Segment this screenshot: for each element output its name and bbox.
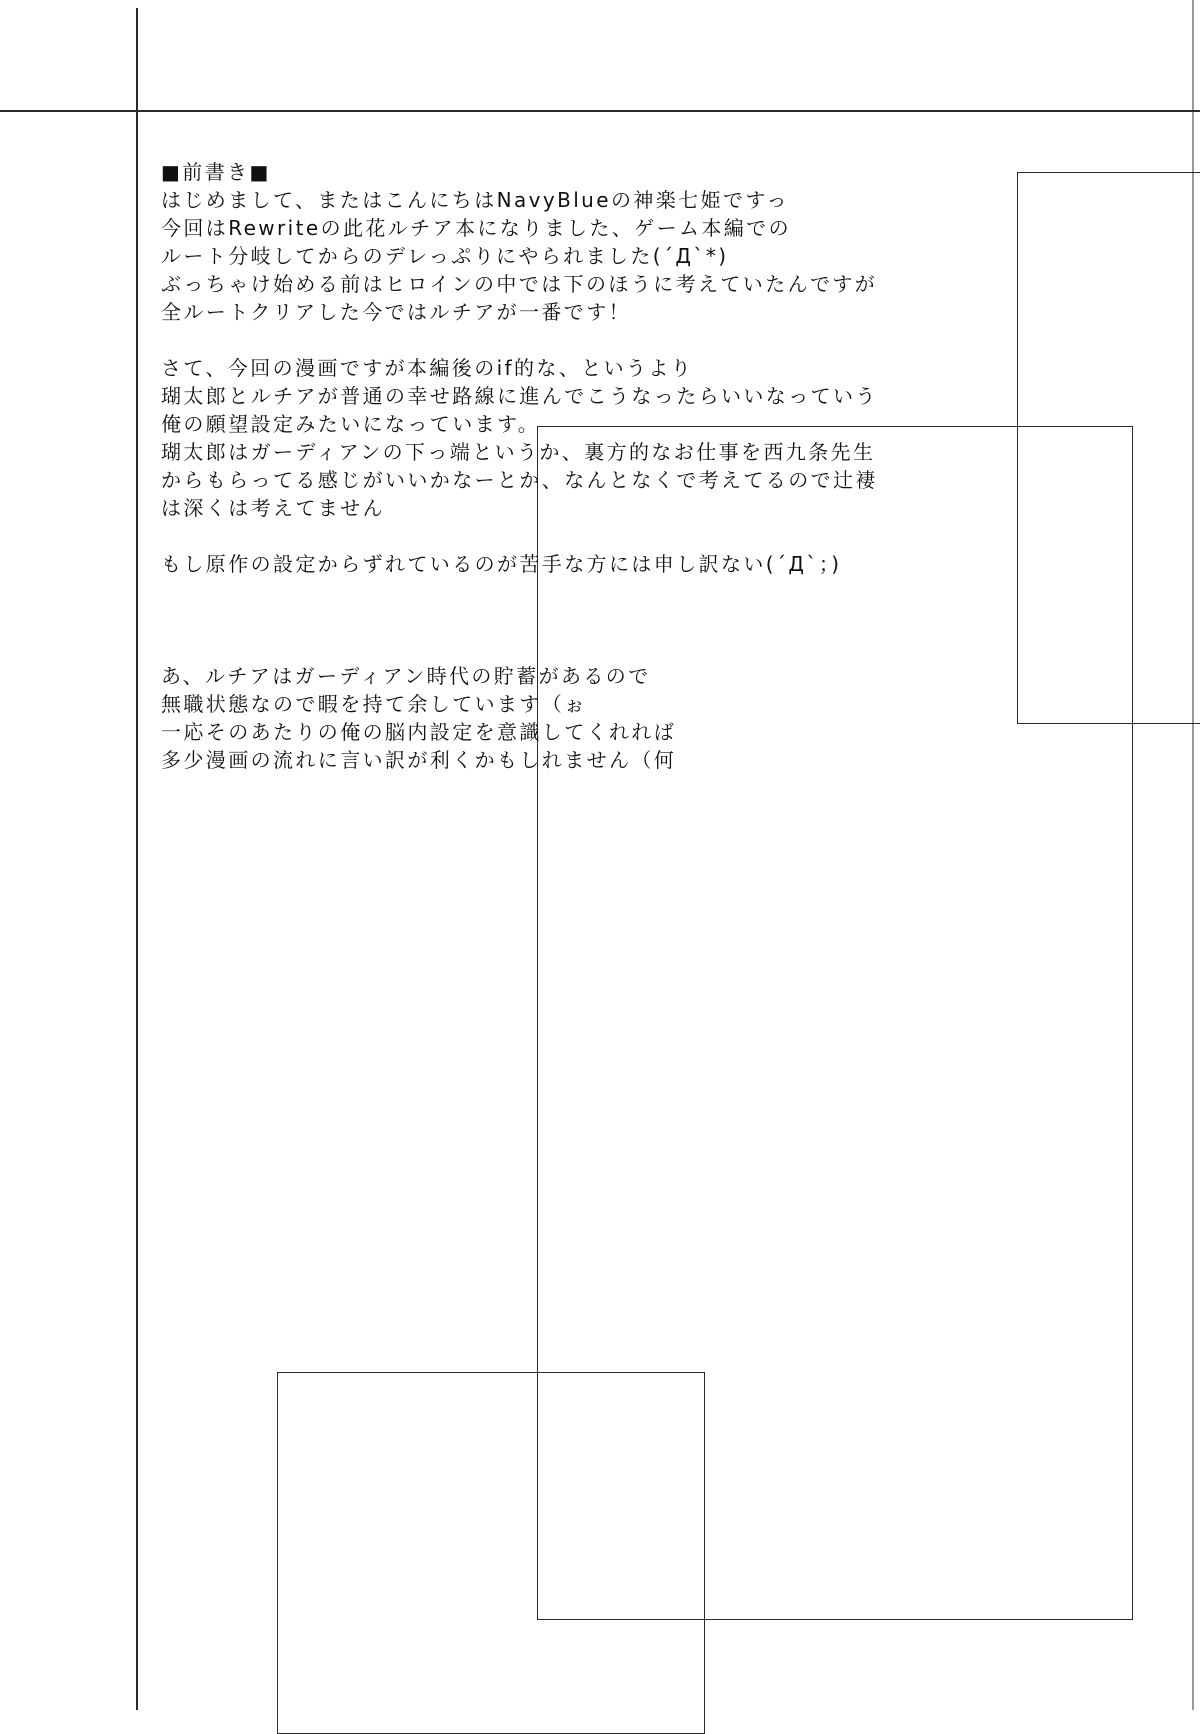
preface-line: はじめまして、またはこんにちはNavyBlueの神楽七姫ですっ xyxy=(161,188,789,212)
paragraph-gap xyxy=(161,326,961,354)
preface-text xyxy=(161,158,961,774)
paragraph-gap xyxy=(161,522,961,550)
frame-box-bottom xyxy=(277,1372,705,1734)
preface-line: ぶっちゃけ始める前はヒロインの中では下のほうに考えていたんですが xyxy=(161,272,878,296)
preface-line: からもらってる感じがいいかなーとか、なんとなくで考えてるので辻褄 xyxy=(161,468,878,492)
preface-line: 一応そのあたりの俺の脳内設定を意識してくれれば xyxy=(161,720,677,744)
preface-line: は深くは考えてません xyxy=(161,496,385,520)
paragraph-gap xyxy=(161,634,961,662)
preface-line: 多少漫画の流れに言い訳が利くかもしれません（何 xyxy=(161,748,677,772)
header-horizontal-line xyxy=(0,110,1200,112)
preface-line: あ、ルチアはガーディアン時代の貯蓄があるので xyxy=(161,664,651,688)
preface-line: さて、今回の漫画ですが本編後のif的な、というより xyxy=(161,356,694,380)
preface-line: 今回はRewriteの此花ルチア本になりました、ゲーム本編での xyxy=(161,216,791,240)
preface-line: 全ルートクリアした今ではルチアが一番です！ xyxy=(161,300,631,324)
preface-line: もし原作の設定からずれているのが苦手な方には申し訳ない(´Д`；) xyxy=(161,552,842,576)
preface-line: 無職状態なので暇を持て余しています（ぉ xyxy=(161,692,587,716)
preface-line: 瑚太郎はガーディアンの下っ端というか、裏方的なお仕事を西九条先生 xyxy=(161,440,876,464)
preface-line: ルート分岐してからのデレっぷりにやられました(´Д`*) xyxy=(161,244,729,268)
preface-line: 瑚太郎とルチアが普通の幸せ路線に進んでこうなったらいいなっていう xyxy=(161,384,878,408)
preface-heading: ■前書き■ xyxy=(161,160,271,184)
margin-vertical-line xyxy=(136,8,138,1710)
paragraph-gap xyxy=(161,606,961,634)
preface-line: 俺の願望設定みたいになっています。 xyxy=(161,412,541,436)
paragraph-gap xyxy=(161,578,961,606)
